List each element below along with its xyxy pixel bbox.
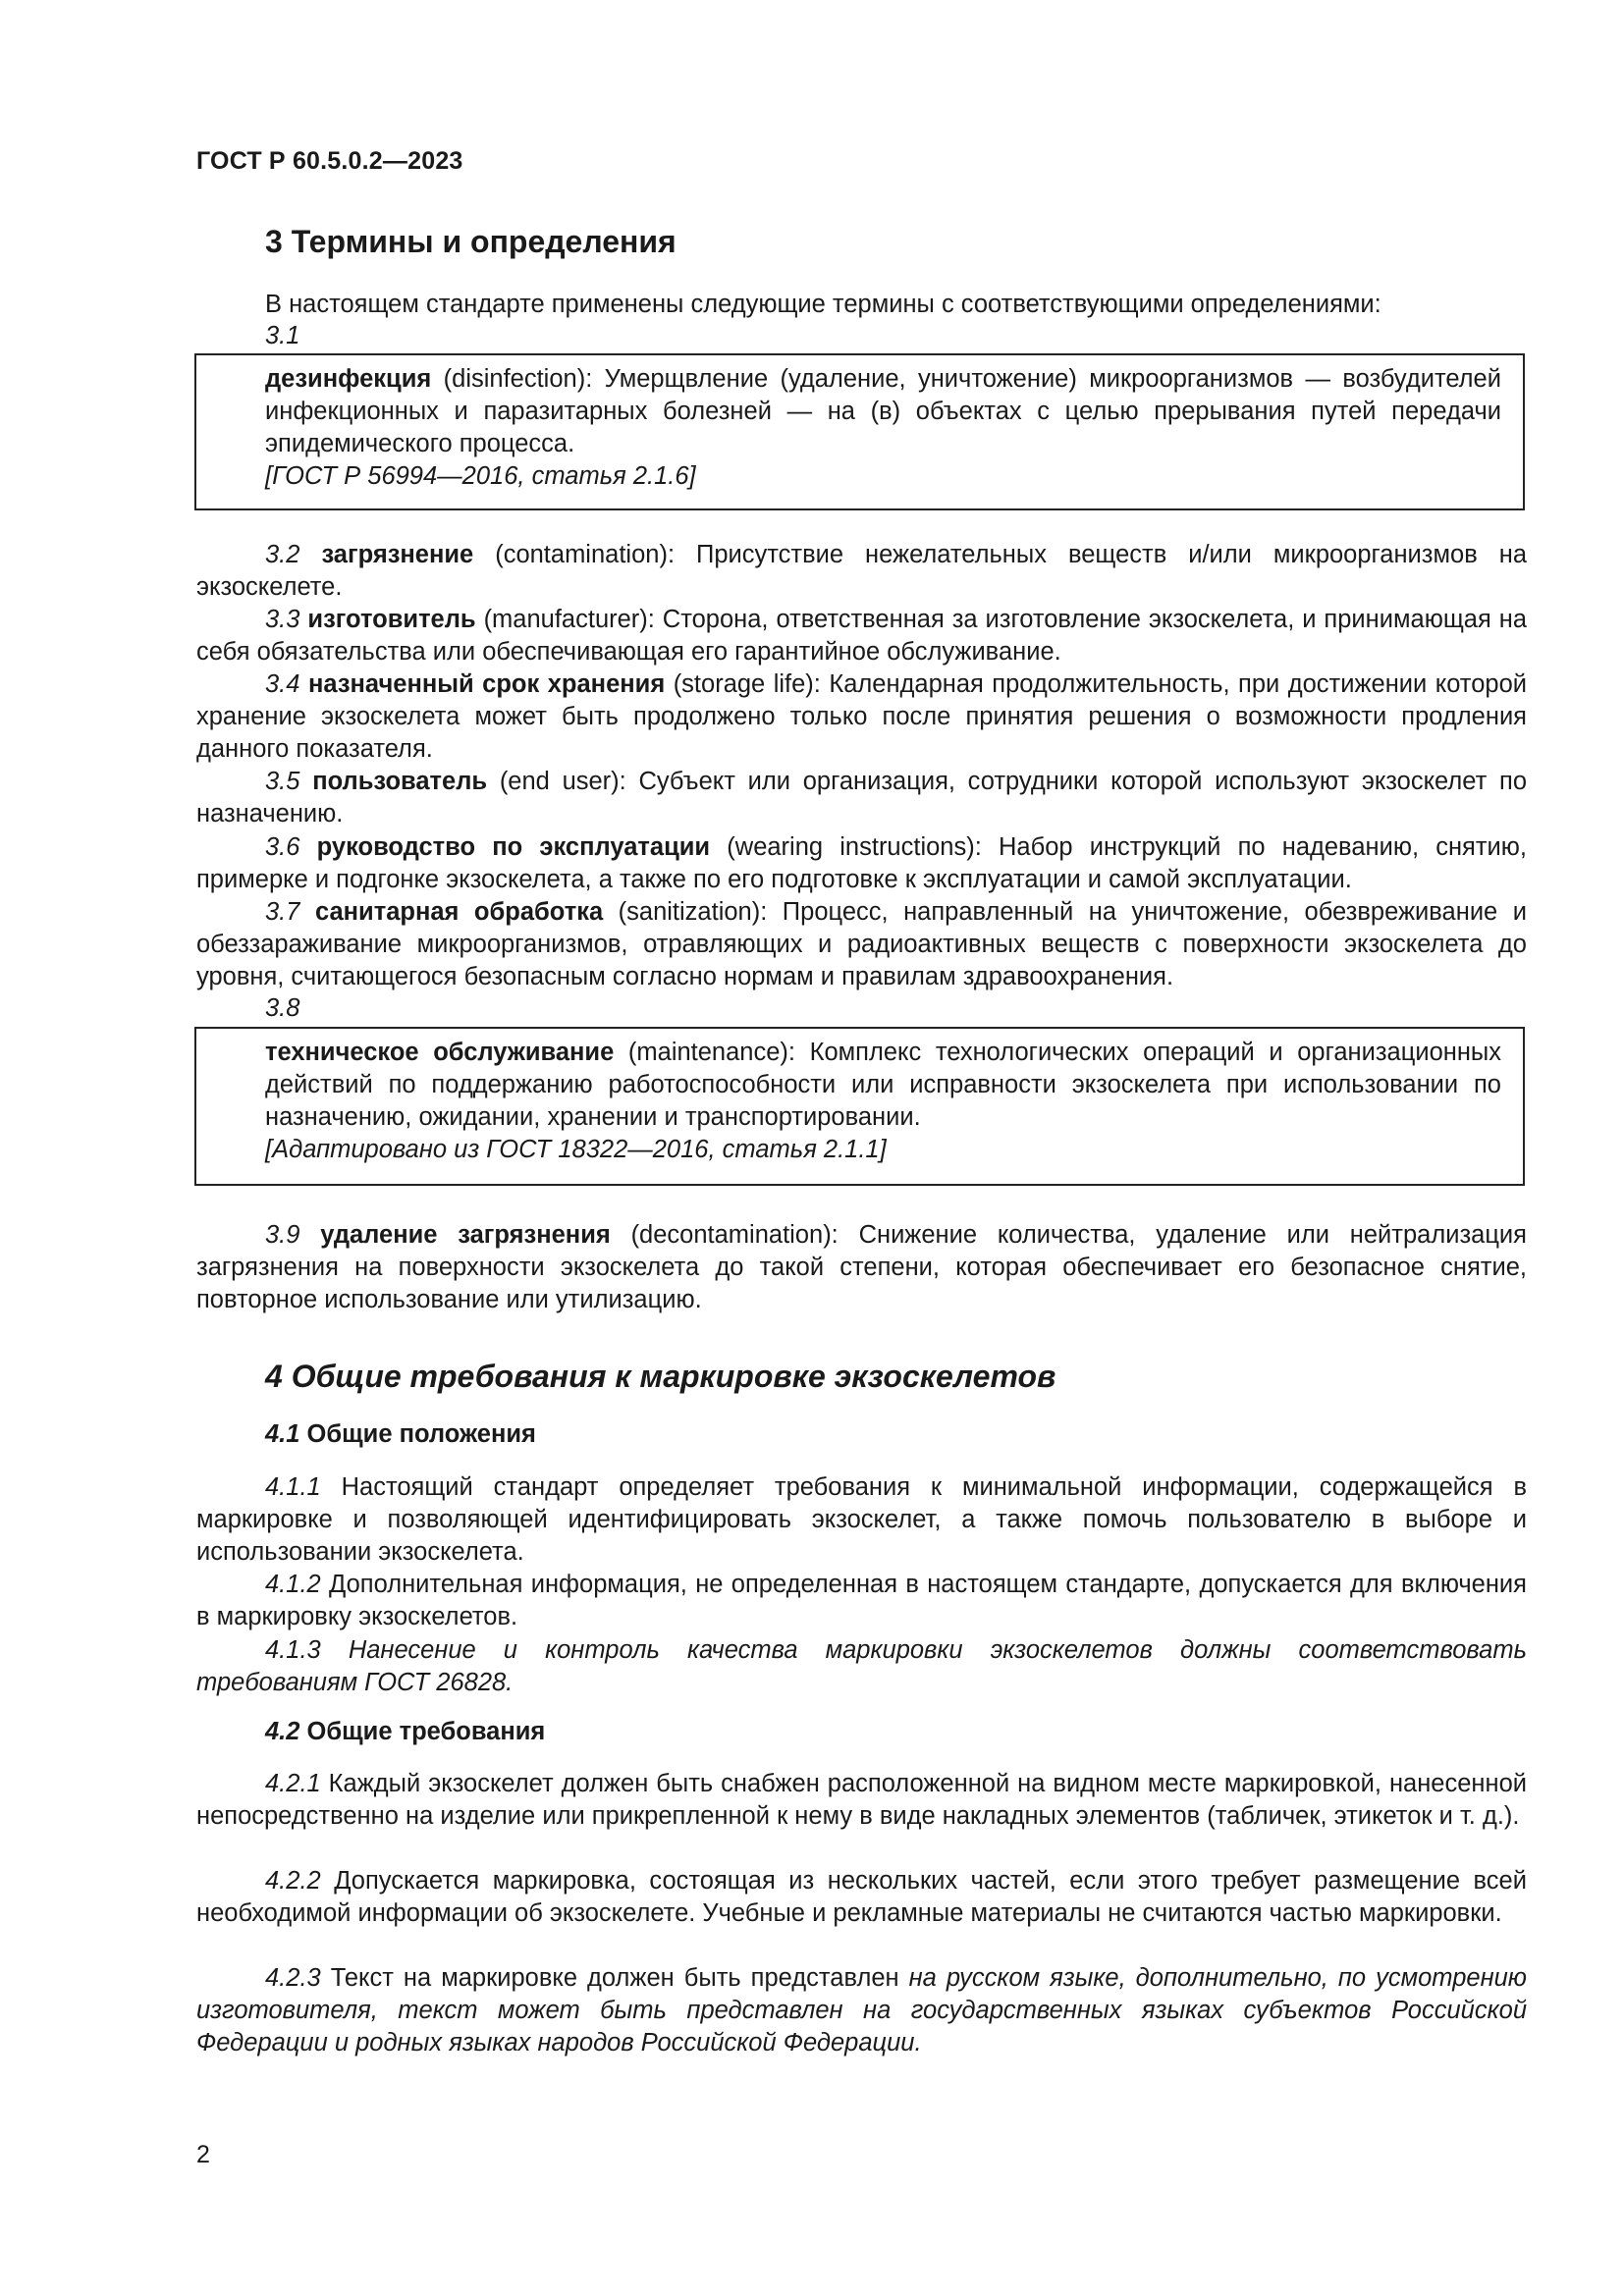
term-3-9-definition: (decontamination): Снижение количества, удаление или нейтрализация загрязнения на поверхности экзоскелета до такой степени, которая обеспечивает его безопасное снятие, повторное использование или утилизацию. [196, 1221, 1527, 1313]
term-3-4-definition: (storage life): Календарная продолжительность, при достижении которой хранение экзоскелета может быть продолжено только после принятия решения о возможности продления данного показателя. [196, 670, 1527, 763]
term-3-7-term: санитарная обработка [314, 898, 604, 926]
paragraph-4-2-2 [196, 1865, 1527, 1930]
term-3-5 [196, 766, 1527, 830]
term-3-3 [196, 604, 1527, 668]
paragraph-4-1-1-text: Настоящий стандарт определяет требования к минимальной информации, содержащейся в маркировке и позволяющей идентифицировать экзоскелет, а также помочь пользователю в выборе и использовании экзоскелета. [196, 1473, 1527, 1566]
paragraph-4-2-3-text: Текст на маркировке должен быть представлен [320, 1964, 909, 1992]
term-3-5-definition: (end user): Субъект или организация, сотрудники которой используют экзоскелет по назначению. [196, 768, 1528, 828]
paragraph-4-1-1-number: 4.1.1 [265, 1473, 321, 1501]
term-3-3-term: изготовитель [307, 606, 476, 633]
paragraph-4-2-1 [196, 1768, 1527, 1833]
term-3-6-number: 3.6 [265, 833, 300, 861]
term-3-2-definition: (contamination): Присутствие нежелательных веществ и/или микроорганизмов на экзоскелете. [196, 541, 1527, 601]
term-3-1-number: 3.1 [265, 322, 300, 349]
term-3-7-number: 3.7 [265, 898, 300, 926]
term-3-8-box [194, 1027, 1525, 1186]
paragraph-4-2-2-number: 4.2.2 [265, 1867, 321, 1895]
paragraph-4-2-1-number: 4.2.1 [265, 1770, 321, 1797]
term-3-8-reference: [Адаптировано из ГОСТ 18322—2016, статья 2.1.1] [265, 1136, 887, 1163]
subsection-4-1-number: 4.1 [265, 1420, 300, 1448]
term-3-5-term: пользователь [312, 768, 488, 795]
term-3-2 [196, 539, 1527, 604]
term-3-2-term: загрязнение [321, 541, 474, 568]
term-3-2-number: 3.2 [265, 541, 300, 568]
term-3-1-definition: (disinfection): Умерщвление (удаление, уничтожение) микроорганизмов — возбудителей инфекционных и паразитарных болезней — на (в) объектах с целью прерывания путей передачи эпидемического процесса. [265, 365, 1501, 457]
term-3-1-reference: [ГОСТ Р 56994—2016, статья 2.1.6] [265, 462, 696, 490]
subsection-4-1-label: Общие положения [299, 1420, 536, 1448]
term-3-1-box [194, 353, 1525, 510]
subsection-4-2-number: 4.2 [265, 1718, 300, 1745]
paragraph-4-1-2 [196, 1569, 1527, 1633]
term-3-9-term: удаление загрязнения [320, 1221, 611, 1249]
term-3-4-number: 3.4 [265, 670, 300, 698]
paragraph-4-2-3-italic-text: на русском языке, дополнительно, по усмотрению изготовителя, текст может быть представлен на государственных языках субъектов Российской Федерации и родных языках народов Российской Федерации. [196, 1964, 1527, 2056]
term-3-8-number: 3.8 [265, 994, 300, 1022]
term-3-5-number: 3.5 [265, 768, 300, 795]
paragraph-4-2-3-number: 4.2.3 [265, 1964, 321, 1992]
term-3-3-definition: (manufacturer): Сторона, ответственная за изготовление экзоскелета, и принимающая на себя обязательства или обеспечивающая его гарантийное обслуживание. [196, 606, 1527, 666]
term-3-4-term: назначенный срок хранения [307, 670, 666, 698]
section-4-title: 4 Общие требования к маркировке экзоскелетов [265, 1359, 1056, 1394]
term-3-7 [196, 896, 1527, 993]
paragraph-4-2-2-text: Допускается маркировка, состоящая из нескольких частей, если этого требует размещение всей необходимой информации об экзоскелете. Учебные и рекламные материалы не считаются частью маркировки. [196, 1867, 1527, 1927]
section-3-title: 3 Термины и определения [265, 224, 677, 259]
subsection-4-1-title [265, 1420, 536, 1449]
section-3-intro: В настоящем стандарте применены следующие термины с соответствующими определениями: [265, 291, 1381, 318]
subsection-4-2-label: Общие требования [299, 1718, 546, 1745]
term-3-3-number: 3.3 [265, 606, 300, 633]
paragraph-4-1-2-text: Дополнительная информация, не определенная в настоящем стандарте, допускается для включения в маркировку экзоскелетов. [196, 1571, 1527, 1630]
term-3-6 [196, 831, 1527, 896]
term-3-9-number: 3.9 [265, 1221, 300, 1249]
page-number: 2 [196, 2141, 210, 2168]
term-3-8-definition: (maintenance): Комплекс технологических операций и организационных действий по поддержанию работоспособности или исправности экзоскелета при использовании по назначению, ожидании, хранении и транспортировании. [265, 1039, 1502, 1131]
term-3-9 [196, 1219, 1527, 1316]
term-3-6-term: руководство по эксплуатации [316, 833, 711, 861]
paragraph-4-1-2-number: 4.1.2 [265, 1571, 321, 1598]
paragraph-4-1-1 [196, 1471, 1527, 1569]
paragraph-4-2-1-text: Каждый экзоскелет должен быть снабжен расположенной на видном месте маркировкой, нанесенной непосредственно на изделие или прикрепленной к нему в виде накладных элементов (табличек, этикеток и т. д.). [196, 1770, 1527, 1830]
paragraph-4-2-3 [196, 1962, 1527, 2059]
term-3-8-term: техническое обслуживание [265, 1039, 615, 1066]
term-3-6-definition: (wearing instructions): Набор инструкций по надеванию, снятию, примерке и подгонке экзоскелета, а также по его подготовке к эксплуатации и самой эксплуатации. [196, 833, 1527, 893]
term-3-1-term: дезинфекция [265, 365, 432, 393]
paragraph-4-1-3: 4.1.3 Нанесение и контроль качества маркировки экзоскелетов должны соответствовать требованиям ГОСТ 26828. [196, 1636, 1527, 1696]
document-id: ГОСТ Р 60.5.0.2—2023 [196, 147, 463, 175]
term-3-4 [196, 668, 1527, 766]
subsection-4-2-title [265, 1718, 545, 1746]
term-3-7-definition: (sanitization): Процесс, направленный на уничтожение, обезвреживание и обеззараживание микроорганизмов, отравляющих и радиоактивных веществ с поверхности экзоскелета до уровня, считающегося безопасным согласно нормам и правилам здравоохранения. [196, 898, 1527, 990]
